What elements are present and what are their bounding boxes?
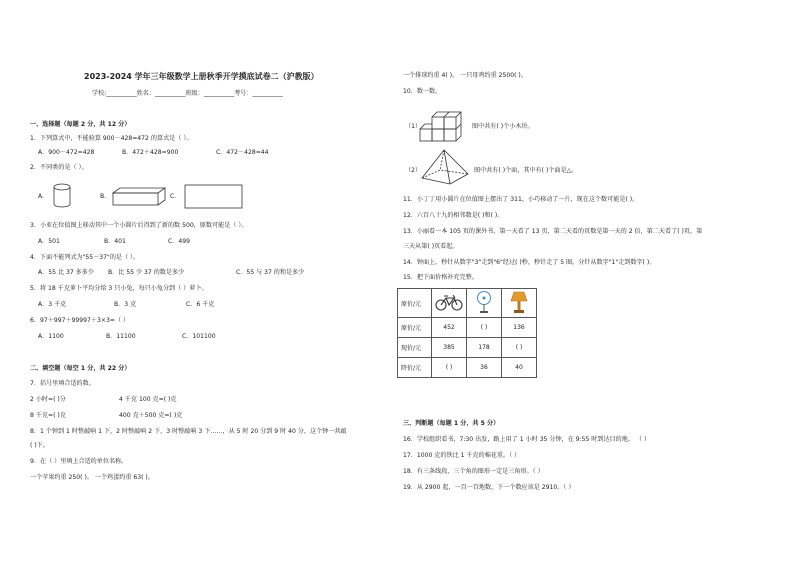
table-cell: ( ) (467, 318, 502, 338)
table-cell: 36 (467, 358, 502, 378)
q2-option-c: C． (170, 193, 181, 200)
q15-text: 15．把下面价格补充完整。 (403, 274, 478, 281)
bicycle-icon (432, 289, 467, 318)
q6-option-b: B．11100 (106, 333, 136, 340)
q6-option-c: C．101100 (182, 333, 216, 340)
student-info-line: 学校:__________姓名：__________班级：__________考号：__________ (92, 90, 283, 97)
q9-text: 9．在（ ）里填上合适的单位名称。 (30, 458, 128, 465)
cuboid-icon (112, 187, 167, 207)
q9-line1: 一个苹果约重 250( )。 一个鸡蛋约重 63( )。 (30, 474, 154, 481)
section3-heading: 三、判断题（每题 1 分，共 5 分） (403, 420, 500, 427)
q6-text: 6．97＋997＋99997＋3×3=（ ） (30, 317, 130, 324)
table-cell: ( ) (502, 338, 537, 358)
table-header-label: 原价/元 (398, 289, 432, 318)
q3-text: 3．小亚在位值图上移动其中一个小圆片后得到了新的数 500，原数可能是（ ）。 (30, 222, 248, 229)
q8-text-line1: 8．1 个钟到 1 时整敲响 1 下，2 时整敲响 2 下，3 时整敲响 3 下……，从 5 时 20 分到 9 时 40 分，这个钟一共敲 (30, 428, 347, 435)
q4-option-c: C．55 与 37 的和是多少 (236, 269, 305, 276)
table-row-original-price (398, 318, 537, 338)
table-cell: 178 (467, 338, 502, 358)
q17-text: 17．1000 克的铁比 1 千克的棉花重。（ ） (403, 452, 521, 459)
q7-row1-right: 4 千克 100 克=( )克 (119, 396, 177, 403)
q7-text: 7．括号里填合适的数。 (30, 380, 95, 387)
q8-text-line2: ( )下。 (30, 442, 49, 449)
q2-text: 2．不同类的是（ ）。 (30, 164, 88, 171)
row-label: 现价/元 (398, 338, 432, 358)
q5-option-a: A．3 千克 (38, 301, 67, 308)
q5-option-b: B．3 克 (114, 301, 137, 308)
q1-text: 1．下列算式中，不能验算 900－428=472 的算式是（ ）。 (30, 135, 193, 142)
cubes-icon (419, 106, 463, 144)
section1-heading: 一、选择题（每题 2 分，共 12 分） (30, 121, 131, 128)
q3-option-c: C．499 (168, 238, 190, 245)
q3-option-b: B．401 (104, 238, 126, 245)
table-cell: 40 (502, 358, 537, 378)
q4-text: 4．下面不能列式为"55－37"的是（ ）。 (30, 254, 140, 261)
q4-option-a: A．55 比 37 多多少 (38, 269, 94, 276)
q16-text: 16．学校组织看书，7:30 出发，路上用了 1 小时 35 分钟，在 9:55 时到达目的地。 （ ） (403, 436, 650, 443)
q1-option-c: C．472－428=44 (216, 149, 269, 156)
table-row-current-price (398, 338, 537, 358)
q7-row2-left: 8 千克=( )克 (30, 412, 66, 419)
page-title: 2023-2024 学年三年级数学上册秋季开学摸底试卷二（沪教版） (84, 72, 319, 81)
q13-text-line1: 13．小丽看一本 105 页的课外书，第一天看了 13 页，第二天看的页数是第一天的 2 倍，第二天看了( )页，第 (403, 228, 703, 235)
q10-1-text: 图中共有( )个小木块。 (472, 123, 534, 130)
q13-text-line2: 三天从第( )页看起。 (403, 243, 459, 250)
section2-heading: 二、填空题（每空 1 分，共 22 分） (30, 365, 131, 372)
q5-text: 5．将 18 千克萝卜平均分给 3 只小兔，每只小兔分到（ ）萝卜。 (30, 285, 208, 292)
pyramid-icon (420, 148, 470, 186)
table-cell: ( ) (432, 358, 467, 378)
lamp-icon (502, 289, 537, 318)
row-label: 原价/元 (398, 318, 432, 338)
q9-continued: 一个排球约重 4( )。 一只母鸡约重 2500( )。 (403, 72, 527, 79)
table-row-reduction (398, 358, 537, 378)
q11-text: 11．小丁丁用小圆片在位值图上摆出了 311，小巧移动了一片，现在这个数可能是( )。 (403, 196, 639, 203)
rectangle-icon (184, 184, 244, 210)
table-cell: 136 (502, 318, 537, 338)
q6-option-a: A．1100 (38, 333, 64, 340)
cylinder-icon (52, 183, 72, 209)
q5-option-c: C．6 千克 (186, 301, 215, 308)
q3-option-a: A．501 (38, 238, 60, 245)
q2-option-a: A． (38, 193, 49, 200)
q7-row1-left: 2 小时=( )分 (30, 396, 66, 403)
q14-text: 14．钟面上，秒针从数字"3"走到"6"经过( )秒，秒针走了 5 圈，分针从数字"1"走到数字( )。 (403, 259, 656, 266)
row-label: 降价/元 (398, 358, 432, 378)
table-cell: 385 (432, 338, 467, 358)
q10-2-label: （2） (405, 167, 422, 174)
table-cell: 452 (432, 318, 467, 338)
q10-text: 10．数一数。 (403, 88, 442, 95)
q12-text: 12．六百八十九的相邻数是( )和( )。 (403, 212, 504, 219)
q10-1-label: （1） (405, 123, 422, 130)
q19-text: 19．从 2900 起，一百一百地数，下一个数应该是 2910。（ ） (403, 484, 575, 491)
q1-option-b: B．472＋428=900 (122, 149, 179, 156)
q1-option-a: A．900－472=428 (38, 149, 95, 156)
price-table (397, 288, 537, 378)
q7-row2-right: 400 克＋500 克=( )克 (119, 412, 183, 419)
q2-option-b: B． (100, 193, 111, 200)
fan-icon (467, 289, 502, 318)
q4-option-b: B．比 55 少 37 的数是多少 (108, 269, 185, 276)
q18-text: 18．有三条线段、三个角的图形一定是三角形。（ ） (403, 468, 544, 475)
q10-2-text: 图中共有( )个面，其中有( )个面是△。 (474, 167, 578, 174)
